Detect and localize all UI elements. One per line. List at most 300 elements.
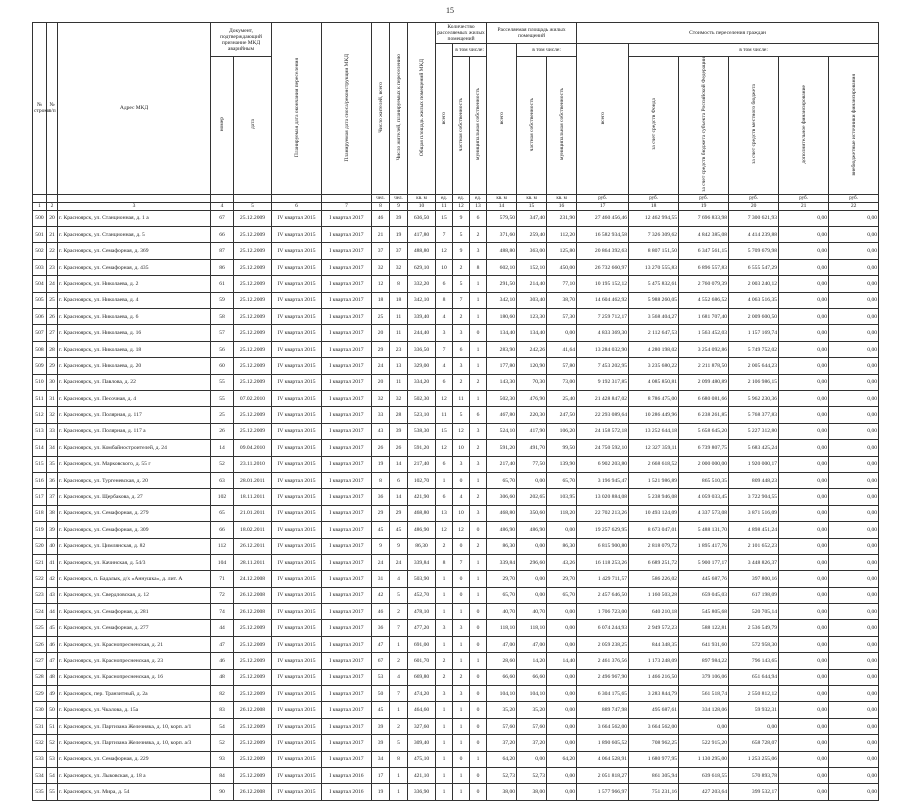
table-row-cell: 112,20 [547, 227, 577, 243]
table-row-cell: 527 [33, 653, 47, 669]
table-row-cell: 0,00 [779, 210, 829, 226]
table-row-cell: 28.11.2011 [234, 554, 272, 570]
column-number-row-cell: 17 [577, 202, 629, 210]
table-row-cell: IV квартал 2015 [272, 341, 322, 357]
table-row-cell: 5 475 832,61 [629, 276, 679, 292]
table-row [33, 259, 879, 275]
table-row-cell: 25.12.2009 [234, 735, 272, 751]
table-row-cell: 12 [436, 391, 453, 407]
table-row-cell: 0,00 [779, 571, 829, 587]
table-row-cell: г. Красноярск, ул. Краснопресненская, д. 16 [58, 669, 211, 685]
table-row-cell: 417,90 [517, 423, 547, 439]
table-row-cell: 591,20 [487, 440, 517, 456]
table-row-cell: г. Красноярск, ул. Качинская, д. 54/3 [58, 554, 211, 570]
header-address: Адрес МКД [58, 23, 211, 195]
table-row-cell: г. Красноярск, ул. Полярная, д. 117 а [58, 423, 211, 439]
table-row-cell: 486,90 [517, 522, 547, 538]
table-row-cell: IV квартал 2015 [272, 653, 322, 669]
table-row-cell: 8 807 151,50 [629, 243, 679, 259]
table-row-cell: г. Красноярск, ул. Чкалова, д. 15а [58, 702, 211, 718]
table-row-cell: 0,00 [829, 276, 879, 292]
table-row-cell: 21.01.2011 [234, 505, 272, 521]
table-row-cell: 25.12.2009 [234, 374, 272, 390]
table-row-cell: 70,30 [517, 374, 547, 390]
table-row-cell: 523,10 [408, 407, 436, 423]
table-row-cell: 4 [436, 309, 453, 325]
table-row-cell: 202,65 [517, 489, 547, 505]
table-row-cell: 9 192 317,85 [577, 374, 629, 390]
units-row-cell [33, 194, 47, 202]
table-row-cell: 55 [47, 784, 58, 800]
table-row-cell: 535 [33, 784, 47, 800]
column-number-row-cell: 16 [547, 202, 577, 210]
table-row-cell: 468,80 [408, 505, 436, 521]
table-row-cell: 59 [211, 292, 234, 308]
table-row-cell: 8 673 047,01 [629, 522, 679, 538]
table-row-cell: 29 [372, 341, 390, 357]
units-row-cell: руб. [829, 194, 879, 202]
table-row-cell: 1 [453, 636, 470, 652]
table-row-cell: 1 [470, 571, 487, 587]
table-row-cell: 45 [390, 522, 408, 538]
table-row-cell: 342,10 [408, 292, 436, 308]
table-row-cell: 14 604 462,92 [577, 292, 629, 308]
table-row-cell: 421,10 [408, 767, 436, 783]
table-row-cell: 397 800,16 [729, 571, 779, 587]
table-row-cell: 0,00 [829, 784, 879, 800]
table-row-cell: 486,90 [408, 522, 436, 538]
table-row-cell: 13 270 555,83 [629, 259, 679, 275]
table-row-cell: 26.12.2008 [234, 784, 272, 800]
column-number-row-cell: 7 [322, 202, 372, 210]
table-row-cell: 14 [390, 489, 408, 505]
table-row-cell: 0 [470, 718, 487, 734]
table-row-cell: 2 949 572,23 [629, 620, 679, 636]
table-row-cell: г. Красноярск, ул. Краснопресненская, д. 21 [58, 636, 211, 652]
table-row-cell: 809 448,23 [729, 472, 779, 488]
table-row-cell: 534 [33, 767, 47, 783]
table-row-cell: 8 [372, 472, 390, 488]
table-row-cell: 46 [47, 636, 58, 652]
table-row-cell: 23 [390, 341, 408, 357]
table-row-cell: 4 414 239,88 [729, 227, 779, 243]
table-row-cell: 0,00 [547, 522, 577, 538]
table-row-cell: 6 [436, 456, 453, 472]
table-row [33, 522, 879, 538]
table-row-cell: 50 [47, 702, 58, 718]
table-row-cell: 2 [470, 538, 487, 554]
table-row-cell: 25.12.2009 [234, 341, 272, 357]
table-row-cell: 0,00 [779, 391, 829, 407]
table-row-cell: 861 305,94 [629, 767, 679, 783]
table-row-cell: 533 [33, 751, 47, 767]
table-row-cell: 18.11.2011 [234, 489, 272, 505]
table-row-cell: 0,00 [779, 505, 829, 521]
table-row-cell: 87 [211, 243, 234, 259]
table-row-cell: 25 [47, 292, 58, 308]
table-row-cell: 24 750 592,10 [577, 440, 629, 456]
table-row-cell: 47 [47, 653, 58, 669]
table-row-cell: 66 [211, 522, 234, 538]
table-row-cell: 1 [436, 735, 453, 751]
table-row-cell: 591,20 [408, 440, 436, 456]
table-row-cell: 511 [33, 391, 47, 407]
units-row-cell: ед. [436, 194, 453, 202]
table-row-cell: 73,00 [547, 374, 577, 390]
table-row [33, 210, 879, 226]
table-row-cell: 6 [470, 407, 487, 423]
table-row-cell: 65 [211, 505, 234, 521]
table-row-cell: 33 [47, 423, 58, 439]
header-rooms-private: частная собственность [453, 57, 470, 195]
table-row-cell: 12 [453, 522, 470, 538]
table-row-cell: 6 896 557,83 [679, 259, 729, 275]
table-row-cell: 0,00 [547, 702, 577, 718]
table-row-cell: IV квартал 2015 [272, 587, 322, 603]
header-rooms-total: всего [436, 44, 453, 195]
table-row-cell: 1 [390, 702, 408, 718]
table-row-cell: г. Красноярск, ул. Комбайностроителей, д. 24 [58, 440, 211, 456]
table-row-cell: 0,00 [829, 636, 879, 652]
table-row-cell: 3 235 680,22 [629, 358, 679, 374]
column-number-row-cell: 21 [779, 202, 829, 210]
table-row-cell: I квартал 2017 [322, 292, 372, 308]
table-row-cell: 1 [470, 292, 487, 308]
table-row-cell: 2 [453, 374, 470, 390]
table-row-cell: г. Красноярск, ул. Щербакова, д. 27 [58, 489, 211, 505]
table-row-cell: 525 [33, 620, 47, 636]
table-row-cell: I квартал 2017 [322, 751, 372, 767]
column-number-row-cell: 19 [679, 202, 729, 210]
table-row-cell: 247,50 [547, 407, 577, 423]
table-row-cell: 66,60 [487, 669, 517, 685]
table-row-cell: 37,20 [517, 735, 547, 751]
table-row-cell: 2 [470, 374, 487, 390]
table-row-cell: IV квартал 2015 [272, 276, 322, 292]
table-row-cell: 0 [453, 538, 470, 554]
table-row-cell: 134,40 [517, 325, 547, 341]
table-row-cell: 0,00 [779, 440, 829, 456]
table-row-cell: 55 [211, 391, 234, 407]
table-row-cell: 3 448 826,37 [729, 554, 779, 570]
table-row-cell: 77,50 [517, 456, 547, 472]
table-row-cell: IV квартал 2015 [272, 325, 322, 341]
table-row-cell: 1 577 966,97 [577, 784, 629, 800]
table-row-cell: 58 [211, 309, 234, 325]
table-row-cell: 502,30 [408, 391, 436, 407]
table-row [33, 505, 879, 521]
table-row-cell: 521 [33, 554, 47, 570]
table-row-cell: 0 [470, 767, 487, 783]
table-row-cell: 39 [372, 735, 390, 751]
table-row-cell: 25.12.2009 [234, 292, 272, 308]
table-row-cell: 4 063 516,35 [729, 292, 779, 308]
table-row [33, 653, 879, 669]
table-row-cell: 0,00 [829, 407, 879, 423]
table-row-cell: 39 [390, 210, 408, 226]
table-row-cell: 12 [436, 522, 453, 538]
table-row-cell: 14,40 [547, 653, 577, 669]
table-row-cell: 65,70 [547, 472, 577, 488]
table-row-cell: г. Красноярск, ул. Николаева, д. 20 [58, 358, 211, 374]
table-row-cell: 486,90 [487, 522, 517, 538]
table-row-cell: 545 805,68 [679, 604, 729, 620]
table-row-cell: 0,00 [517, 472, 547, 488]
table-row-cell: 6 902 203,80 [577, 456, 629, 472]
table-row-cell: 36 [372, 489, 390, 505]
table-row-cell: г. Красноярск, ул. Николаева, д. 18 [58, 341, 211, 357]
table-row-cell: 2 [453, 669, 470, 685]
table-row-cell: 0,00 [829, 243, 879, 259]
table-row-cell: 123,30 [517, 309, 547, 325]
table-row-cell: 1 [390, 784, 408, 800]
table-row-cell: 0,00 [829, 702, 879, 718]
table-row-cell: 1 [436, 784, 453, 800]
table-row-cell: 339,84 [408, 554, 436, 570]
table-row-cell: 32 [372, 259, 390, 275]
table-row-cell: 10 286 449,96 [629, 407, 679, 423]
table-row-cell: I квартал 2017 [322, 440, 372, 456]
table-row [33, 292, 879, 308]
table-row-cell: 6 238 261,85 [679, 407, 729, 423]
table-row-cell: 0,00 [829, 554, 879, 570]
table-row-cell: 0,00 [829, 472, 879, 488]
table-row-cell: 0,00 [779, 587, 829, 603]
table-row-cell: 7 [436, 227, 453, 243]
table-row-cell: 13 252 644,18 [629, 423, 679, 439]
table-row-cell: 120,90 [517, 358, 547, 374]
table-row-cell: 22 [47, 243, 58, 259]
table-row-cell: 7 [453, 292, 470, 308]
table-row-cell: 09.04.2010 [234, 440, 272, 456]
table-row-cell: 74 [211, 604, 234, 620]
table-row-cell: 640 210,18 [629, 604, 679, 620]
table-row-cell: 134,40 [487, 325, 517, 341]
table-row [33, 767, 879, 783]
table-row-cell: 104 [211, 554, 234, 570]
table-row-cell: 7 696 833,98 [679, 210, 729, 226]
table-row [33, 309, 879, 325]
table-row-cell: 399 532,17 [729, 784, 779, 800]
table-row-cell: 84 [211, 767, 234, 783]
column-number-row-cell: 10 [408, 202, 436, 210]
table-row-cell: 1 706 723,00 [577, 604, 629, 620]
table-row-cell: 8 [436, 292, 453, 308]
table-row-cell: 0,00 [547, 604, 577, 620]
table-row-cell: 0,00 [779, 423, 829, 439]
table-row-cell: 40 [47, 538, 58, 554]
units-row-cell [234, 194, 272, 202]
table-row-cell: 217,40 [487, 456, 517, 472]
table-row-cell: 332,20 [408, 276, 436, 292]
table-row-cell: 180,60 [487, 309, 517, 325]
table-row-cell: 12 462 994,55 [629, 210, 679, 226]
table-row-cell: 45 [372, 702, 390, 718]
header-doc-number: номер [211, 57, 234, 195]
table-row-cell: 32 [47, 407, 58, 423]
table-row-cell: 520 [33, 538, 47, 554]
table-row-cell: 25.12.2009 [234, 423, 272, 439]
table-row-cell: 6 680 081,66 [679, 391, 729, 407]
table-row-cell: 5 488 131,70 [679, 522, 729, 538]
table-row-cell: 31 [372, 571, 390, 587]
table-row-cell: IV квартал 2015 [272, 423, 322, 439]
table-row-cell: 526 [33, 636, 47, 652]
table-row-cell: 501 [33, 227, 47, 243]
table-row-cell: 25.12.2009 [234, 686, 272, 702]
table-row-cell: 3 [453, 358, 470, 374]
table-row [33, 472, 879, 488]
table-row-cell: 0,00 [547, 686, 577, 702]
table-row-cell: 0,00 [779, 636, 829, 652]
table-row-cell: 4 064 528,91 [577, 751, 629, 767]
table-row-cell: 514 [33, 440, 47, 456]
table-row-cell: 1 [436, 571, 453, 587]
table-row-cell: 2 [470, 227, 487, 243]
table-row-cell: 1 [436, 718, 453, 734]
table-row-cell: 0,00 [779, 276, 829, 292]
table-row-cell: 102 [211, 489, 234, 505]
table-row-cell: 24.12.2008 [234, 571, 272, 587]
table-row-cell: г. Красноярск, ул. Краснопресненская, д. 23 [58, 653, 211, 669]
table-row-cell: 2 009 600,50 [729, 309, 779, 325]
table-row-cell: IV квартал 2015 [272, 292, 322, 308]
table-row-cell: 3 [436, 686, 453, 702]
header-total-area: Общая площадь жилых помещений МКД [408, 23, 436, 195]
table-row [33, 686, 879, 702]
table-row-cell: 25.12.2009 [234, 210, 272, 226]
table-row-cell: г. Красноярск, ул. Семафорная, д. 369 [58, 243, 211, 259]
table-row-cell: 220,30 [517, 407, 547, 423]
table-row-cell: г. Красноярск, ул. Николаева, д. 2 [58, 276, 211, 292]
table-row-cell: 19 [390, 227, 408, 243]
table-row-cell: 20 864 392,63 [577, 243, 629, 259]
table-row-cell: I квартал 2017 [322, 391, 372, 407]
table-row-cell: I квартал 2016 [322, 784, 372, 800]
table-row-cell: 25.12.2009 [234, 718, 272, 734]
table-row-cell: 14,20 [517, 653, 547, 669]
table-row-cell: 0,00 [517, 571, 547, 587]
table-row-cell: 0,00 [829, 440, 879, 456]
table-row-cell: 0,00 [829, 227, 879, 243]
table-row-cell: 25.12.2009 [234, 325, 272, 341]
table-row-cell: 0 [453, 751, 470, 767]
table-row-cell: 18.02.2011 [234, 522, 272, 538]
table-row-cell: 24 [372, 358, 390, 374]
table-row-cell: 464,60 [408, 702, 436, 718]
table-row-cell: 25.12.2009 [234, 767, 272, 783]
table-row-cell: 19 [372, 456, 390, 472]
table-row-cell: 28 [390, 407, 408, 423]
table-row-cell: IV квартал 2015 [272, 767, 322, 783]
table-row-cell: 502 [33, 243, 47, 259]
table-row-cell: 1 173 248,09 [629, 653, 679, 669]
table-row-cell: 1 [436, 636, 453, 652]
table-row-cell: 512 [33, 407, 47, 423]
table-row-cell: 5 709 679,98 [729, 243, 779, 259]
header-rooms-municipal: муниципальная собственность [470, 57, 487, 195]
table-row-cell: 865 510,35 [679, 472, 729, 488]
table-row-cell: IV квартал 2015 [272, 243, 322, 259]
table-row-cell: 31 [47, 391, 58, 407]
table-row-cell: 25 [211, 407, 234, 423]
table-row-cell: 4 085 850,81 [629, 374, 679, 390]
table-row [33, 456, 879, 472]
table-row-cell: 59 932,31 [729, 702, 779, 718]
table-row-cell: 19 [372, 784, 390, 800]
table-row-cell: 522 915,20 [679, 735, 729, 751]
table-row-cell: г. Красноярск, ул. Семафорная, д. 281 [58, 604, 211, 620]
table-row-cell: г. Красноярск, ул. Марковского, д. 55 г [58, 456, 211, 472]
table-row-cell: 602,10 [487, 259, 517, 275]
table-row-cell: 24 [372, 554, 390, 570]
table-row-cell: 52 [211, 456, 234, 472]
header-planned-end: Планируемая дата окончания переселения [272, 23, 322, 195]
table-row-cell: 303,40 [517, 292, 547, 308]
table-row-cell: 9 [453, 210, 470, 226]
table-row-cell: IV квартал 2015 [272, 604, 322, 620]
table-row-cell: 572 958,30 [729, 636, 779, 652]
table-row-cell: 13 284 032,90 [577, 341, 629, 357]
table-row-cell: IV квартал 2015 [272, 718, 322, 734]
table-row-cell: 64,20 [487, 751, 517, 767]
table-row-cell: 25.12.2009 [234, 309, 272, 325]
table-row-cell: 6 304 175,65 [577, 686, 629, 702]
header-area-resettled: Расселяемая площадь жилых помещений [487, 23, 577, 44]
table-row-cell: 6 [470, 210, 487, 226]
table-row-cell: 516 [33, 472, 47, 488]
table-row-cell: 13 020 884,08 [577, 489, 629, 505]
table-row-cell: IV квартал 2015 [272, 686, 322, 702]
column-number-row-cell: 9 [390, 202, 408, 210]
table-row-cell: 0 [470, 522, 487, 538]
table-row-cell: 18 [372, 292, 390, 308]
column-number-row-cell: 5 [234, 202, 272, 210]
table-row-cell: 2 106 986,15 [729, 374, 779, 390]
table-row-cell: 11 [436, 407, 453, 423]
table-row-cell: IV квартал 2015 [272, 440, 322, 456]
table-row-cell: 2 059 238,25 [577, 636, 629, 652]
table-row-cell: 46 [372, 210, 390, 226]
table-row-cell: 1 [470, 751, 487, 767]
table-row-cell: 46 [372, 604, 390, 620]
table-row-cell: 0,00 [679, 718, 729, 734]
table-row [33, 489, 879, 505]
table-row-cell: 244,40 [408, 325, 436, 341]
table-row-cell: 4 280 198,02 [629, 341, 679, 357]
header-cost: Стоимость переселения граждан [577, 23, 879, 44]
table-row-cell: 9 [372, 538, 390, 554]
table-row-cell: 523 [33, 587, 47, 603]
table-row-cell: 41,64 [547, 341, 577, 357]
table-row-cell: 55 [211, 374, 234, 390]
table-row-cell: IV квартал 2015 [272, 784, 322, 800]
table-row-cell: 242,26 [517, 341, 547, 357]
table-row-cell: 20 [372, 374, 390, 390]
table-row-cell: 520 705,14 [729, 604, 779, 620]
table-row-cell: 0 [470, 325, 487, 341]
table-row [33, 587, 879, 603]
table-row-cell: 65,70 [487, 472, 517, 488]
table-row-cell: 897 984,22 [679, 653, 729, 669]
table-row-cell: 37 [47, 489, 58, 505]
table-row-cell: 513 [33, 423, 47, 439]
table-row-cell: 2 [390, 718, 408, 734]
table-row-cell: 0,00 [779, 309, 829, 325]
table-row-cell: 10 493 124,09 [629, 505, 679, 521]
table-row-cell: 48 [211, 669, 234, 685]
table-row-cell: 0,00 [829, 456, 879, 472]
